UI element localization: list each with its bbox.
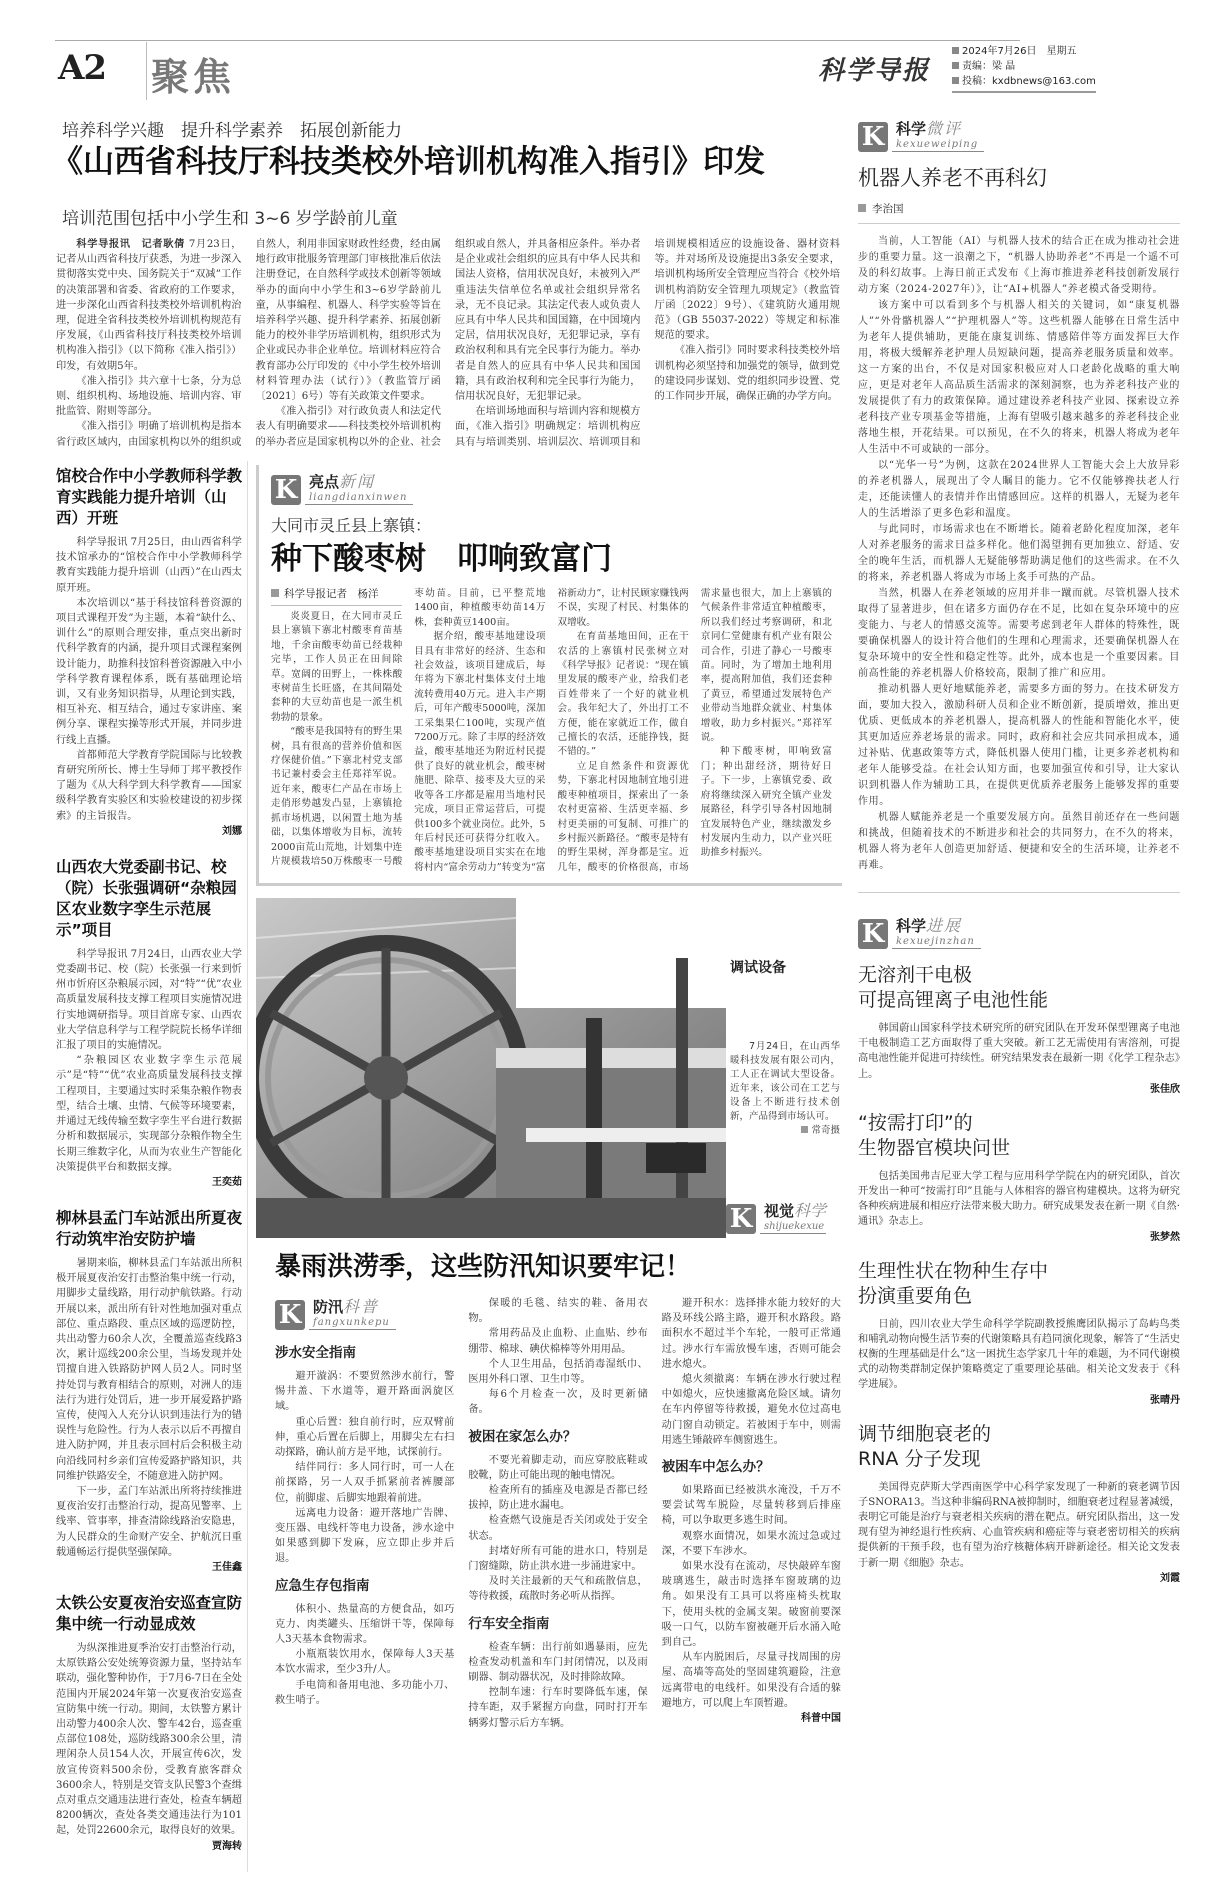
- brief-title: “按需打印”的 生物器官模块问世: [858, 1111, 1011, 1159]
- article-title: 柳林县孟门车站派出所夏夜行动筑牢治安防护墙: [56, 1208, 243, 1248]
- paragraph: 检查车辆：出行前如遇暴雨，应先检查发动机盖和车门封闭情况，以及雨刷器、制动器状况，及时排除故障。: [468, 1641, 648, 1684]
- paragraph: 常用药品及止血粉、止血贴、纱布绷带、棉球、碘伏棉棒等外用用品。: [468, 1328, 648, 1355]
- paragraph: 该方案中可以看到多个与机器人相关的关键词，如“康复机器人”“外骨骼机器人”“护理机器人”等。这些机器人能够在日常生活中为老年人提供辅助，更能在康复训练、情感陪伴等方面发挥巨大作用，将极大缓解养老护理人员短缺问题，提高养老服务质量和效率。这一方案的出台，不仅是对国家积极应对人口老龄化战略的重大响应，更是对老年人高品质生活需求的深刻洞察，也为养老科技产业的发展提供了有力的政策保障。通过建设养老科技产业园、探索设立养老科技产业专项基金等措施，上海有望吸引越来越多的养老科技企业落地生根，开花结果。可以预见，在不久的将来，机器人将成为老年人生活中不可或缺的一部分。: [858, 300, 1180, 455]
- k-letter-box-icon: K: [858, 122, 888, 152]
- article-author: 王佳鑫: [212, 1561, 242, 1573]
- flood-title: 暴雨洪涝季，这些防汛知识要牢记！: [275, 1252, 692, 1282]
- paragraph: 封堵好所有可能的进水口，特别是门窗缝隙，防止洪水进一步涌进家中。: [468, 1545, 648, 1573]
- lead-subtitle: 培训范围包括中小学生和 3~6 岁学龄前儿童: [62, 209, 398, 229]
- paragraph: 科学导报讯 7月25日，由山西省科学技术馆承办的“馆校合作中小学教师科学教育实践能力提升培训（山西）”在山西太原开班。: [56, 537, 242, 594]
- article-author: 张梦然: [1150, 1231, 1180, 1243]
- lead-paragraph: 科学导报讯 记者耿倩 7月23日，记者从山西省科技厅获悉，为进一步深入贯彻落实党中央、国务院关于“双减”工作的决策部署和省委、省政府的工作要求，进一步深化山西省科技类校外培训机构治理，促进全省科技类校外培训机构规范有序发展，《山西省科技厅科技类校外培训机构准入指引》（以下简称《准入指引》）印发，有效期5年。: [56, 238, 242, 372]
- paragraph: 体积小、热量高的方便食品，如巧克力、肉类罐头、压缩饼干等，保障每人3天基本食物需求。: [275, 1603, 455, 1646]
- paragraph: 为纵深推进夏季治安打击整治行动，太原铁路公安处统筹资源力量，坚持站车联动，强化警种协作，于7月6-7日在全处范围内开展2024年第一次夏夜治安巡查宣防集中统一行动。期间，太铁警方累计出动警力400余人次、警车42台，巡查重点部位108处，巡防线路300余公里，清理闲杂人员154人次，开展宣传6次，发放宣传资料500余份，受教育旅客群众3600余人，特别是交管支队民警3个查缉点对重点交通违法进行查处，检查车辆超8200辆次，查处各类交通违法行为101起，处罚22600余元，取得良好的效果。: [56, 1642, 242, 1837]
- paragraph: 检查燃气设施是否关闭或处于安全状态。: [468, 1515, 648, 1542]
- article-author: 张佳欣: [1150, 1083, 1180, 1095]
- issue-date: 2024年7月26日 星期五: [962, 46, 1077, 57]
- subheading: 行车安全指南: [468, 1615, 550, 1632]
- paragraph: 首都师范大学教育学院国际与比较教育研究所所长、博士生导师丁邦平教授作了题为《从大科学到大科学教育——国家级科学教育实验区和实验校建设的初步探索》的主旨报告。: [56, 749, 242, 822]
- feature-article: [256, 465, 842, 886]
- paragraph: 从车内脱困后，尽量寻找周围的房屋、高墙等高处的坚固建筑避险，注意远离带电的电线杆。如果没有合适的躲避地方，可以爬上车顶暂避。: [661, 1652, 841, 1709]
- paragraph: “杂粮园区农业数字孪生示范展示”是“特”“优”农业高质量发展科技支撑工程项目，主要通过实时采集杂粮作物表型，结合土壤、虫情、气候等环境要素，并通过无线传输至数字孪生平台进行数据分析和数据展示，实现部分杂粮作物全生长期三维数字化，从而为农业生产智能化决策提供平台和数据支撑。: [56, 1055, 242, 1173]
- paragraph: 避开积水：选择排水能力较好的大路及环线公路主路，避开积水路段。路面积水不超过半个车轮，一般可正常通过。涉水行车需放慢车速，否则可能会进水熄火。: [661, 1298, 841, 1370]
- article-author: 刘霞: [1160, 1572, 1180, 1584]
- paragraph: 包括美国弗吉尼亚大学工程与应用科学学院在内的研究团队，首次开发出一种可“按需打印”且能与人体相容的器官构建模块。这将为研究各种疾病进展和相应疗法带来极大助力。研究成果发表在新一期《自然·通讯》杂志上。: [858, 1170, 1180, 1228]
- paragraph: 保暖的毛毯、结实的鞋、备用衣物。: [468, 1298, 648, 1325]
- paragraph: 结伴同行：多人同行时，可一人在前探路，另一人双手抓紧前者裤腰部位，前脚虚、后脚实地跟着前进。: [275, 1462, 455, 1504]
- section-header-liangdian: K 亮点新闻 liangdianxinwen: [271, 471, 832, 505]
- paragraph: 种下酸枣树，叩响致富门；种出甜经济，期待好日子。下一步，上寨镇党委、政府将继续深入研究全镇产业发展路径，科学引导各村因地制宜发展特色产业，继续激发乡村发展内生动力，以产业兴旺助推乡村振兴。: [700, 746, 832, 859]
- paragraph: 以“光华一号”为例，这款在2024世界人工智能大会上大放异彩的养老机器人，展现出了令人瞩目的能力。它不仅能够搀扶老人行走，还能读懂人的表情并作出情感回应。这样的机器人，无疑为老年人的生活增添了更多色彩和温度。: [858, 460, 1180, 519]
- paragraph: 控制车速：行车时要降低车速，保持车距，双手紧握方向盘，同时打开车辆雾灯警示后方车辆。: [468, 1687, 648, 1729]
- lead-source: 科学导报讯 记者耿倩: [76, 238, 185, 250]
- comment-title: 机器人养老不再科幻: [858, 166, 1047, 190]
- paragraph: 个人卫生用品，包括消毒湿纸巾、医用外科口罩、卫生巾等。: [468, 1358, 648, 1386]
- paragraph: 当然，机器人在养老领域的应用并非一蹴而就。尽管机器人技术取得了显著进步，但在诸多方面仍存在不足，比如在复杂环境中的应变能力、与老人的情感交流等。需要考虑到老年人群体的特殊性，既要确保机器人的设计符合他们的生理和心理需求，还要确保机器人在复杂环境中的安全性和稳定性等。此外，成本也是一个重要因素。目前高性能的养老机器人价格较高，限制了推广和应用。: [858, 588, 1180, 679]
- paragraph: 《准入指引》明确了培训机构是指本省行政区域内，由国家机构以外的组织或自然人，利用非国家财政性经费，经由属地行政审批服务管理部门审核批准后依法注册登记，在自然科学或技术创新等领域举办的面向中小学生和3~6岁学龄前儿童，从事编程、机器人、科学实验等旨在培养科学兴趣、提升科学素养、拓展创新能力的校外非学历培训机构，组织形式为企业或民办非企业单位。培训材料应符合教育部办公厅印发的《中小学生校外培训材料管理办法（试行）》（教监管厅函〔2021〕6号）等有关政策文件要求。: [56, 239, 441, 448]
- feature-kicker: 大同市灵丘县上寨镇：: [271, 516, 432, 535]
- photo-side-panel: [730, 898, 840, 1238]
- gray-square-icon: [858, 204, 866, 212]
- flood-body: [275, 1296, 841, 1731]
- paragraph: 在育苗基地田间，正在干农活的上寨镇村民张树立对《科学导报》记者说：“现在镇里发展的酸枣产业，给我们老百姓带来了一个好的就业机会。我年纪大了，外出打工不方便，能在家就近工作，做自己擅长的农活，还能挣钱，挺不错的。”: [557, 631, 689, 758]
- paragraph: 及时关注最新的天气和疏散信息，等待救援，疏散时务必听从指挥。: [468, 1576, 648, 1603]
- paragraph: 不要光着脚走动，而应穿胶底鞋或胶靴，防止可能出现的触电情况。: [468, 1454, 648, 1481]
- paragraph: 手电筒和备用电池、多功能小刀、救生哨子。: [275, 1679, 455, 1706]
- article-author: 科普中国: [800, 1713, 841, 1725]
- subheading: 被困在家怎么办？: [468, 1428, 577, 1445]
- k-letter-box-icon: K: [275, 1300, 305, 1330]
- subheading: 应急生存包指南: [275, 1577, 370, 1594]
- feature-title: 种下酸枣树 叩响致富门: [271, 541, 612, 577]
- brief-item: [858, 963, 1180, 1097]
- brief-item: [858, 1259, 1180, 1408]
- brief-title: 生理性状在物种生存中 扮演重要角色: [858, 1259, 1049, 1307]
- header-info: [952, 44, 1096, 93]
- contribute-email: 投稿：kxdbnews@163.com: [962, 76, 1096, 87]
- paragraph: 炎炎夏日，在大同市灵丘县上寨镇下寨北村酸枣育苗基地，千余亩酸枣幼苗已经栽种完毕，工作人员正在田间除草。宽阔的田野上，一株株酸枣树苗生长旺盛，在其间隔处套种的大豆幼苗也是一派生机勃勃的景象。: [271, 611, 403, 723]
- news-article: [56, 1593, 242, 1854]
- paragraph: 《准入指引》对行政负责人和法定代表人有明确要求——科技类校外培训机构的举办者应是国家机构以外的企业、社会组织或自然人，并具备相应条件。举办者是企业或社会组织的应具有中华人民共和国法人资格，信用状况良好，未被列入严重违法失信单位名单或社会组织异常名录，无不良记录。其法定代表人或负责人应具有中华人民共和国国籍，在中国境内定居，信用状况良好，无犯罪记录，享有政治权利和具有完全民事行为能力。举办者是自然人的应具有中华人民共和国国籍，具有政治权利和完全民事行为能力，信用状况良好，无犯罪记录。: [255, 239, 641, 448]
- photo-title: 调试设备: [730, 960, 786, 976]
- paragraph: 检查所有的插座及电源是否都已经拔掉，防止进水漏电。: [468, 1485, 648, 1512]
- lead-body: [56, 237, 840, 450]
- paragraph: 本次培训以“基于科技馆科普资源的项目式课程开发”为主题，本着“缺什么、训什么”的原则合理安排，重点突出新时代科学教育的内涵，提升项目式课程案例设计能力，助推科技馆科普资源融入中小学科学教育课程体系，既有基础理论培训，又有业务知识指导，从理论到实践，相互补充、相互结合，通过专家讲座、案例分享、课程实操等形式开展，并同步进行线上直播。: [56, 597, 242, 746]
- paragraph: 小瓶瓶装饮用水，保障每人3天基本饮水需求，至少3升/人。: [275, 1649, 455, 1676]
- paragraph: 熄火须撤离：车辆在涉水行驶过程中如熄火，应快速撤离危险区域。请勿在车内停留等待救援，避免水位过高电动门窗自动锁定。若被困于车中，则需用逃生锤敲碎车侧窗逃生。: [661, 1374, 841, 1446]
- paragraph: 《准入指引》同时要求科技类校外培训机构必须坚持和加强党的领导，做到党的建设同步谋划、党的组织同步设置、党的工作同步开展，确保正确的办学方向。: [654, 345, 840, 403]
- paragraph: 避开漩涡：不要贸然涉水前行，警惕井盖、下水道等，避开路面涡旋区域。: [275, 1371, 455, 1413]
- brief-title: 无溶剂干电极 可提高锂离子电池性能: [858, 964, 1049, 1011]
- article-author: 张晴丹: [1150, 1394, 1180, 1406]
- paragraph: 科学导报讯 7月24日，山西农业大学党委副书记、校（院）长张强一行来到忻州市忻府区杂粮展示园，对“特”“优”农业高质量发展科技支撑工程项目实施情况进行实地调研指导。项目首席专家、山西农业大学信息科学与工程学院院长杨华详细汇报了项目的实施情况。: [56, 948, 242, 1052]
- subheading: 涉水安全指南: [275, 1345, 356, 1361]
- paragraph: 与此同时，市场需求也在不断增长。随着老龄化程度加深，老年人对养老服务的需求日益多样化。他们渴望拥有更加独立、舒适、安全的晚年生活，而机器人无疑能够帮助满足他们的这些需求。在不久的将来，养老机器人将成为市场上炙手可热的产品。: [858, 524, 1180, 583]
- article-author: 刘娜: [222, 825, 242, 837]
- paragraph: 重心后置：独自前行时，应双臂前伸，重心后置在后脚上，用脚尖左右扫动探路，确认前方是平地，试探前行。: [275, 1416, 455, 1459]
- lead-kicker: 培养科学兴趣 提升科学素养 拓展创新能力: [62, 121, 402, 141]
- paragraph: 日前，四川农业大学生命科学学院副教授熊鹰团队揭示了岛屿鸟类和哺乳动物向慢生活节奏的代谢策略具有趋同演化现象，解答了“生活史权衡的生理基础是什么”这一困扰生态学家几十年的难题，为不同代谢模式的动物类群制定保护策略奠定了重要理论基础。相关论文发表于《科学进展》。: [858, 1318, 1180, 1391]
- section-header-fangxun: K 防汛科普 fangxunkepu: [275, 1296, 454, 1330]
- paragraph: 据介绍，酸枣基地建设项目具有非常好的经济、生态和社会效益，该项目建成后，每年将为下寨北村集体支付土地流转费用40万元。进入丰产期后，可年产酸枣5000吨，深加工采集果仁100吨，实现产值7200万元。除了丰厚的经济效益，酸枣基地还为附近村民提供了良好的就业机会，酸枣树施肥、除草、接枣及大豆的采收等各工序都是雇用当地村民完成，项目正常运营后，可提供100多个就业岗位。此外，5年后村民还可获得分红收入。酸枣基地建设项目实实在在地将村内“富余劳动力”转变为“富裕新动力”，让村民顾家赚钱两不误，实现了村民、村集体的双增收。: [414, 588, 689, 873]
- paragraph: 下一步，孟门车站派出所将持续推进夏夜治安打击整治行动，提高见警率、上线率、管事率，排查清除线路治安隐患，为人民群众的生命财产安全、护航沉日重载通畅运行提供坚强保障。: [56, 1485, 242, 1558]
- paragraph: 美国得克萨斯大学西南医学中心科学家发现了一种新的衰老调节因子SNORA13。当这种非编码RNA被抑制时，细胞衰老过程显著减缓，表明它可能是治疗与衰老相关疾病的潜在靶点。研究团队指出，这一发现有望为神经退行性疾病、心血管疾病和癌症等与衰老密切相关的疾病提供新的干预手段，也有望为治疗核糖体病开辟新途径。相关论文发表于新一期《细胞》杂志。: [858, 1481, 1180, 1569]
- gray-square-icon: [271, 589, 279, 597]
- article-title: 馆校合作中小学教师科学教育实践能力提升培训（山西）开班: [56, 467, 243, 527]
- k-letter-box-icon: K: [271, 475, 301, 505]
- right-column: [858, 118, 1180, 1586]
- paragraph: 韩国蔚山国家科学技术研究所的研究团队在开发环保型锂离子电池干电极制造工艺方面取得了重大突破。新工艺无需使用有害溶剂，可提高电池性能并促进可持续性。研究结果发表在最新一期《化学工程杂志》上。: [858, 1023, 1180, 1080]
- equipment-photo: [256, 898, 726, 1238]
- paragraph: 立足自然条件和资源优势，下寨北村因地制宜地引进酸枣种植项目，探索出了一条农村更富裕、生活更幸福、乡村更美丽的可复制、可推广的乡村振兴新路径。“酸枣是特有的野生果树，浑身都是宝。近几年，酸枣的价格很高，市场需求量也很大，加上上寨镇的气候条件非常适宜种植酸枣，所以我们经过考察调研，和北京同仁堂健康有机产业有限公司合作，引进了静心一号酸枣苗。同时，为了增加土地利用率，提高附加值，我们还套种了黄豆，希望通过发展特色产业带动当地群众就业、村集体增收，助力乡村振兴。”郑祥军说。: [557, 588, 832, 873]
- gray-square-icon: [801, 1126, 808, 1133]
- photo-caption: 7月24日，在山西华暖科技发展有限公司内，工人正在调试大型设备。近年来，该公司在工艺与设备上不断进行技术创新，产品得到市场认可。 常奇摄: [730, 1041, 840, 1136]
- feature-byline: 科学导报记者 杨洋: [271, 587, 402, 606]
- article-title: 太铁公安夏夜治安巡查宣防集中统一行动显成效: [56, 1593, 243, 1633]
- brief-item: [858, 1111, 1180, 1245]
- subheading: 被困车中怎么办？: [661, 1459, 770, 1476]
- left-column: [56, 466, 242, 1872]
- photo-credit: 常奇摄: [811, 1125, 840, 1136]
- paragraph: 《准入指引》共六章十七条，分为总则、组织机构、场地设施、培训内容、审批监管、附则等部分。: [56, 375, 242, 418]
- section-header-weiping: K 科学微评 kexueweiping: [858, 118, 1180, 152]
- lead-title: 《山西省科技厅科技类校外培训机构准入指引》印发: [52, 144, 765, 180]
- masthead: 科学导报: [818, 56, 931, 86]
- article-title: 山西农大党委副书记、校（院）长张强调研“杂粮园区农业数字孪生示范展示”项目: [56, 857, 237, 939]
- page-number: A2: [58, 48, 107, 88]
- paragraph: 在培训场地面积与培训内容和规模方面，《准入指引》明确规定：培训机构应具有与培训类别、培训层次、培训项目和培训规模相适应的设施设备、器材资料等。并对场所及设施提出3条安全要求，培训机构场所安全管理应当符合《校外培训机构消防安全管理九项规定》（教监管厅函〔2022〕9号）、《建筑防火通用规范》（GB 55037-2022）等规定和标准规范的要求。: [455, 239, 840, 448]
- section-logo: [146, 42, 256, 100]
- news-article: [56, 1208, 242, 1575]
- paragraph: 如果水没有在流动，尽快敲碎车窗玻璃逃生，敲击时选择车窗玻璃的边角。如果没有工具可以将座椅头枕取下，使用头枕的金属支架。破窗前要深吸一口气，以防车窗被砸开后水涌入呛到自己。: [661, 1561, 841, 1649]
- section-header-shijue: K 视觉科学 shijuekexue: [726, 1200, 840, 1234]
- paragraph: 暑期来临，柳林县孟门车站派出所积极开展夏夜治安打击整治集中统一行动，用脚步丈量线路，用行动护航铁路。行动开展以来，派出所有针对性地加强对重点部位、重点路段、重点区域的巡逻防控，共出动警力60余人次，全覆盖巡查线路3次，累计巡线200余公里，当场发现并处罚擅自进入铁路防护网人员2人。同时坚持处罚与教育相结合的原则，对洲人的违法行为进行处罚后，进一步开展爱路护路宣传，使闯入人充分认识到违法行为的错误性与危险性。行为人表示以后不再擅自进入防护网，并且表示回村后会积极主动向沿线同村乡亲们宣传爱路护路知识，共同维护铁路安全，不随意进入防护网。: [56, 1257, 242, 1482]
- paragraph: 观察水面情况，如果水流过急或过深，不要下车涉水。: [661, 1530, 841, 1557]
- section-logo-text: 聚焦: [151, 55, 236, 99]
- news-article: [56, 857, 242, 1190]
- brief-title: 调节细胞衰老的 RNA 分子发现: [858, 1422, 992, 1470]
- article-author: 贾海转: [212, 1840, 242, 1852]
- paragraph: “酸枣是我国特有的野生果树，具有很高的营养价值和医疗保健价值。”下寨北村党支部书记兼村委会主任郑祥军说。近年来，酸枣仁产品在市场上走俏形势越发凸显，上寨镇抢抓市场机遇，以闲置土地为基础，以集体增收为目标，流转2000亩荒山荒地，计划集中连片规模栽培50万株酸枣一号酸枣幼苗。目前，已平整荒地1400亩，种植酸枣幼苗14万株，套种黄豆1400亩。: [271, 588, 546, 867]
- paragraph: 推动机器人更好地赋能养老，需要多方面的努力。在技术研发方面，要加大投入，激励科研人员和企业不断创新，提质增效，推出更优质、更低成本的养老机器人，提高机器人的性能和智能化水平，使其更加适应养老场景的需求。同时，政府和社会应共同承担成本，通过补贴、优惠政策等方式，降低机器人使用门槛，让更多养老机构和老年人能够受益。在社会认知方面，也要加强宣传和引导，让大家认识到机器人作为辅助工具，在提供更优质养老服务上能够发挥的重要作用。: [858, 684, 1180, 807]
- k-letter-box-icon: K: [726, 1204, 756, 1234]
- paragraph: 当前，人工智能（AI）与机器人技术的结合正在成为推动社会进步的重要力量。这一浪潮之下，“机器人协助养老”不再是一个遥不可及的科幻故事。上海日前正式发布《上海市推进养老科技创新发展行动方案（2024-2027年）》，让“AI+机器人”养老模式备受期待。: [858, 236, 1180, 295]
- comment-byline: 李治国: [858, 202, 1180, 224]
- article-author: 王奕茹: [212, 1176, 242, 1188]
- brief-item: [858, 1422, 1180, 1586]
- section-header-jinzhan: K 科学进展 kexuejinzhan: [858, 915, 1180, 949]
- paragraph: 远离电力设备：避开落地广告牌、变压器、电线杆等电力设备，涉水途中如果感到脚下发麻，应立即止步并后退。: [275, 1507, 455, 1565]
- k-letter-box-icon: K: [858, 919, 888, 949]
- paragraph: 机器人赋能养老是一个重要发展方向。虽然目前还存在一些问题和挑战，但随着技术的不断进步和社会的共同努力，在不久的将来，机器人将为老年人创造更加舒适、便捷和安全的生活环境，让养老不再难。: [858, 812, 1180, 871]
- paragraph: 每6个月检查一次，及时更新储备。: [468, 1389, 648, 1416]
- editor: 责编：梁 晶: [962, 61, 1016, 72]
- news-photo: [256, 898, 840, 1238]
- news-article: [56, 466, 242, 839]
- paragraph: 如果路面已经被洪水淹没，千万不要尝试驾车脱险，尽量转移到后排座椅，可以争取更多逃生时间。: [661, 1485, 841, 1527]
